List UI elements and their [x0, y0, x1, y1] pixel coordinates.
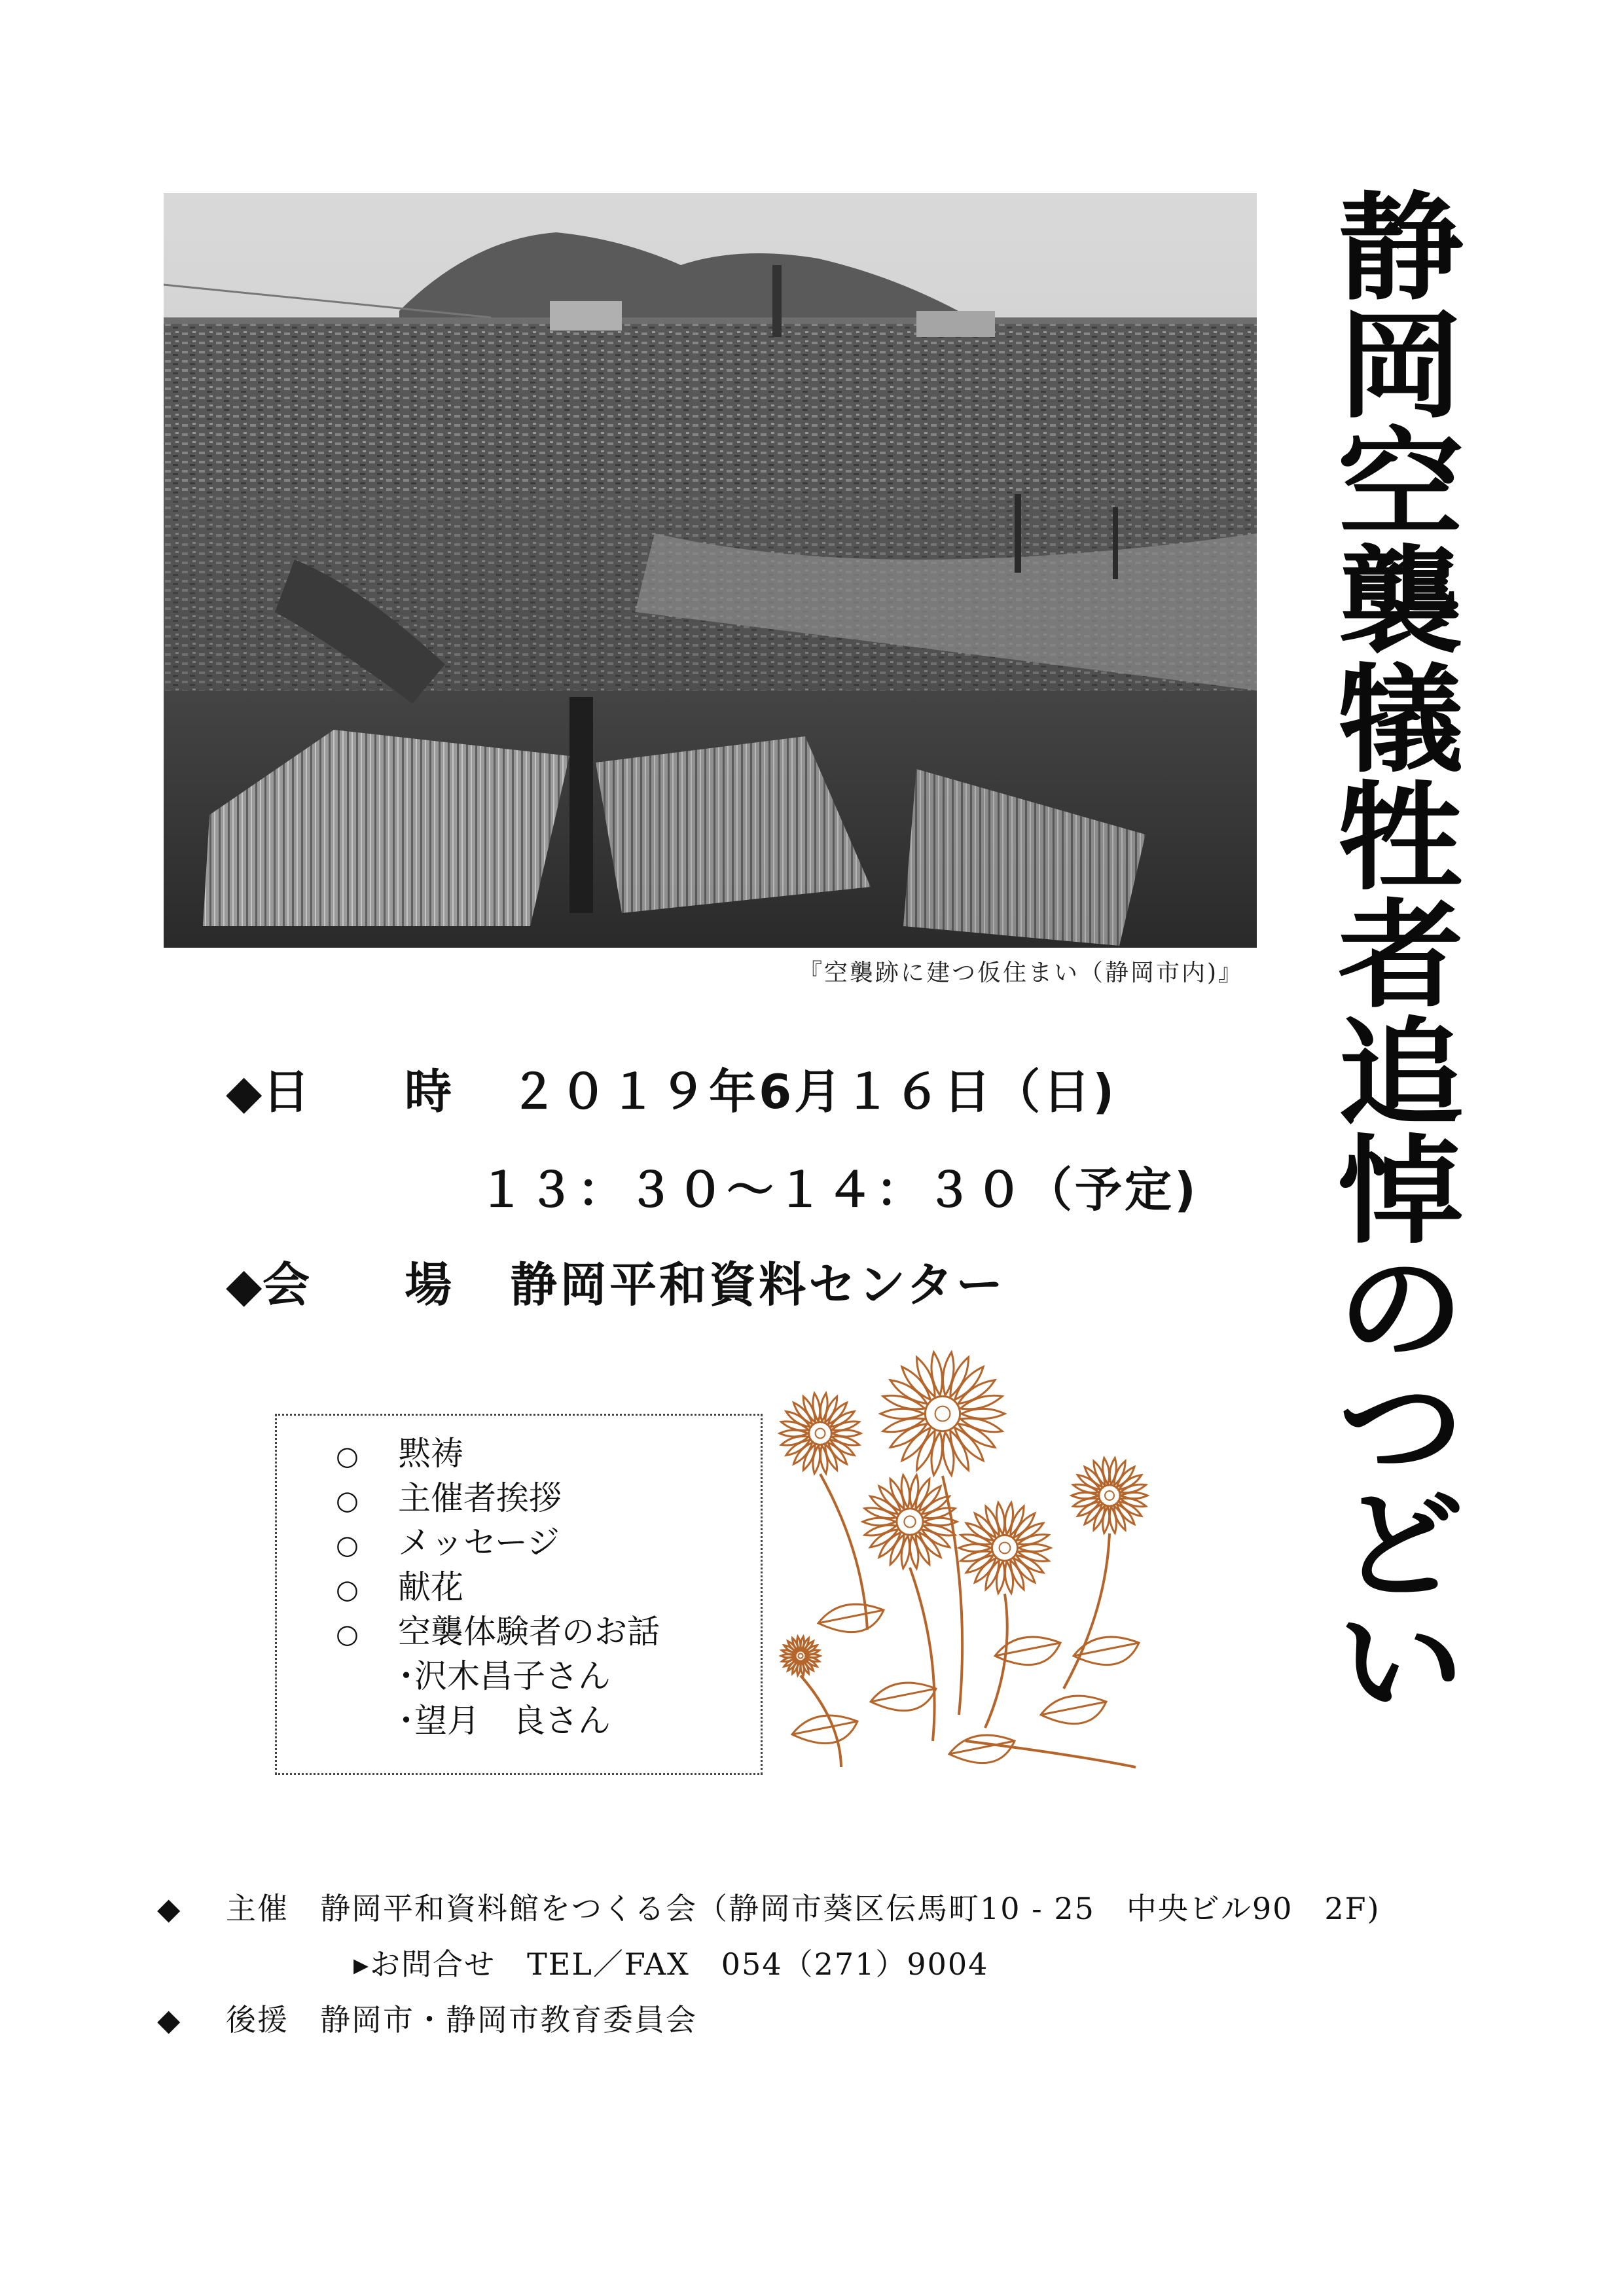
- flower-petal: [961, 1551, 992, 1561]
- flower-petal: [832, 1422, 859, 1430]
- organizer-line: [157, 1885, 1380, 1928]
- flower-petal: [958, 1424, 995, 1447]
- title-char: 襲: [1337, 533, 1464, 670]
- program-item-label: 黙祷: [398, 1435, 463, 1473]
- flower-center: [1099, 1485, 1120, 1506]
- flower-center: [897, 1509, 923, 1535]
- flower-petal: [931, 1352, 943, 1395]
- title-char: い: [1337, 1594, 1464, 1731]
- program-bullet: ○: [336, 1486, 359, 1516]
- contact-line: ▸お問合せ TEL／FAX 054（271）9004: [353, 1946, 989, 1982]
- venue-marker: ◆: [226, 1257, 265, 1312]
- program-item: [336, 1605, 660, 1653]
- title-char: 者: [1337, 886, 1464, 1024]
- support-text: 後援 静岡市・静岡市教育委員会: [226, 2002, 697, 2037]
- organizer-marker: ◆: [157, 1891, 182, 1926]
- program-item: [336, 1427, 463, 1475]
- flower-petal: [1073, 1498, 1098, 1507]
- flower-petal: [1121, 1484, 1146, 1493]
- organizer-text: 主催 静岡平和資料館をつくる会（静岡市葵区伝馬町10 - 25 中央ビル90 2F): [226, 1891, 1380, 1926]
- flower-petal: [955, 1367, 984, 1399]
- title-char: 空: [1337, 415, 1464, 552]
- flower-leaf: [818, 1604, 884, 1632]
- flower-center: [992, 1535, 1017, 1560]
- speaker-name: ･沢木昌子さん: [398, 1657, 611, 1695]
- title-char: 悼: [1337, 1122, 1464, 1260]
- time-row: [478, 1152, 1199, 1220]
- flower-leaf: [792, 1715, 857, 1744]
- title-char: 犠: [1337, 651, 1464, 788]
- flower-petal: [890, 1380, 927, 1404]
- program-box: [275, 1414, 763, 1775]
- program-item-label: 主催者挨拶: [398, 1479, 562, 1517]
- speaker-name: ･望月 良さん: [398, 1702, 611, 1740]
- time-value: １３：３０～１４：３０（予定): [478, 1162, 1199, 1217]
- flower-leaf: [871, 1683, 936, 1711]
- air-raid-ruins-photo: [164, 193, 1257, 948]
- program-item: [336, 1472, 562, 1519]
- flower-center-inner: [904, 1516, 915, 1527]
- flower-center-inner: [816, 1429, 825, 1439]
- event-title: [1316, 179, 1486, 1731]
- support-line: [157, 1996, 697, 2039]
- flower-petal: [902, 1428, 931, 1461]
- flower-center-inner: [935, 1407, 950, 1422]
- title-char: 追: [1337, 1005, 1464, 1142]
- title-char: ど: [1337, 1476, 1464, 1613]
- flower-petal: [955, 1428, 984, 1461]
- flower-center-inner: [798, 1653, 803, 1658]
- title-char: の: [1337, 1240, 1464, 1378]
- title-char: 牲: [1337, 768, 1464, 906]
- venue-row: [226, 1247, 1005, 1315]
- flower-center-inner: [1105, 1491, 1114, 1500]
- flower-leaf: [1041, 1696, 1106, 1724]
- flower-petal: [943, 1432, 954, 1475]
- flower-petal: [782, 1437, 809, 1445]
- venue-value: 静岡平和資料センター: [510, 1257, 1006, 1312]
- flower-petal: [958, 1380, 995, 1404]
- flower-center: [809, 1422, 832, 1445]
- program-item: [336, 1516, 560, 1564]
- photo-caption: 『空襲跡に建つ仮住まい（静岡市内)』: [798, 960, 1244, 986]
- flower-petal: [890, 1424, 927, 1447]
- program-item-label: 献花: [398, 1568, 463, 1606]
- flower-petal: [1018, 1535, 1049, 1545]
- venue-label: 会 場: [262, 1257, 492, 1312]
- program-item: [336, 1561, 463, 1608]
- chrysanthemum-illustration: [769, 1348, 1155, 1780]
- title-char: 静: [1337, 179, 1464, 316]
- program-bullet: ○: [336, 1575, 359, 1605]
- flower-leaf: [949, 1735, 1015, 1763]
- flower-petal: [962, 1408, 1005, 1418]
- program-item-label: メッセージ: [398, 1524, 560, 1562]
- date-value: ２０１９年6月１６日（日): [510, 1064, 1117, 1119]
- flower-petal: [943, 1352, 954, 1395]
- program-item-label: 空襲体験者のお話: [398, 1613, 660, 1651]
- flower-center-inner: [1000, 1543, 1011, 1554]
- flower-petal: [931, 1432, 943, 1475]
- flower-stem: [910, 1568, 935, 1741]
- program-bullet: ○: [336, 1619, 359, 1649]
- datetime-marker: ◆: [226, 1064, 265, 1119]
- program-bullet: ○: [336, 1530, 359, 1560]
- support-marker: ◆: [157, 2002, 182, 2037]
- datetime-row: [226, 1054, 1117, 1122]
- flower-petal: [902, 1367, 931, 1399]
- flower-stem: [985, 1594, 1007, 1728]
- flower-petal: [865, 1525, 896, 1535]
- datetime-label: 日 時: [262, 1064, 492, 1119]
- flower-center: [925, 1396, 960, 1431]
- title-char: つ: [1337, 1358, 1464, 1496]
- program-bullet: ○: [336, 1441, 359, 1471]
- title-char: 岡: [1337, 297, 1464, 435]
- flower-petal: [880, 1408, 924, 1418]
